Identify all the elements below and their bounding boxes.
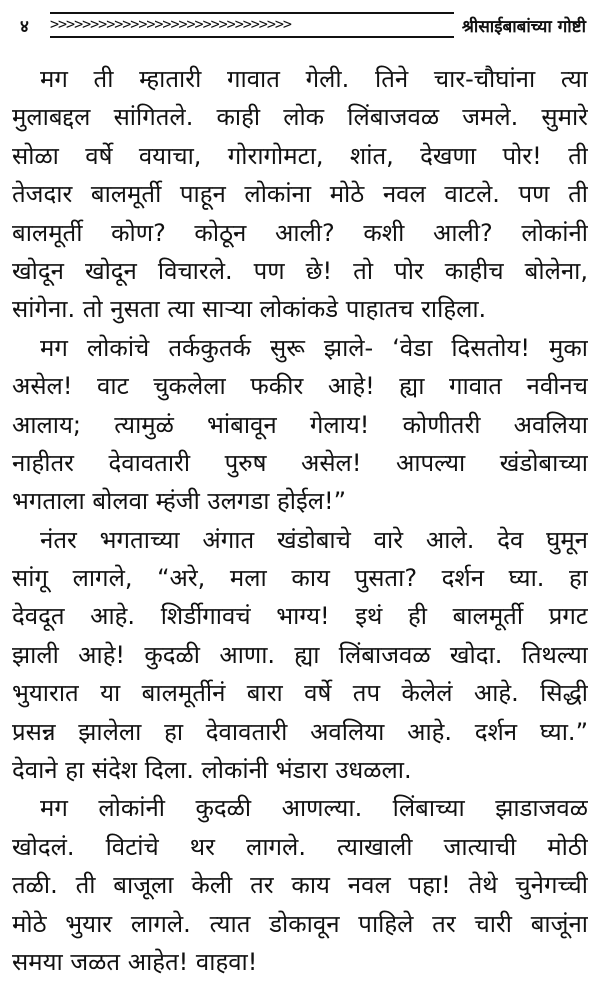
text-line: सोळा वर्षे वयाचा, गोरागोमटा, शांत, देखणा पोर! ती: [12, 141, 588, 170]
text-line: प्रसन्न झालेला हा देवावतारी अवलिया आहे. दर्शन घ्या.”: [12, 717, 588, 746]
header-ornament: >>>>>>>>>>>>>>>>>>>>>>>>>>>>>>: [50, 12, 454, 38]
text-line: नंतर भगताच्या अंगात खंडोबाचे वारे आले. देव घुमून: [40, 525, 588, 554]
text-line: मग लोकांनी कुदळी आणल्या. लिंबाच्या झाडाजवळ: [40, 794, 588, 823]
text-line: खोदलं. विटांचे थर लागले. त्याखाली जात्याची मोठी: [12, 832, 588, 861]
text-line: तळी. ती बाजूला केली तर काय नवल पहा! तेथे चुनेगच्ची: [12, 871, 588, 900]
body-text: [12, 60, 588, 981]
running-title: श्रीसाईबाबांच्या गोष्टी: [461, 16, 586, 37]
text-line: भगताला बोलवा म्हंजी उलगडा होईल!”: [12, 487, 347, 516]
text-line: समया जळत आहेत! वाहवा!: [12, 947, 258, 976]
text-line: मग लोकांचे तर्ककुतर्क सुरू झाले- ‘वेडा दिसतोय! मुका: [40, 333, 588, 362]
text-line: बालमूर्ती कोण? कोठून आली? कशी आली? लोकांनी: [12, 218, 588, 247]
text-line: भुयारात या बालमूर्तीनं बारा वर्षे तप केलेलं आहे. सिद्धी: [12, 679, 588, 708]
text-line: देवदूत आहे. शिर्डीगावचं भाग्य! इथं ही बालमूर्ती प्रगट: [12, 602, 588, 631]
text-line: तेजदार बालमूर्ती पाहून लोकांना मोठे नवल वाटले. पण ती: [12, 180, 588, 209]
text-line: असेल! वाट चुकलेला फकीर आहे! ह्या गावात नवीनच: [12, 372, 588, 401]
text-line: मुलाबद्दल सांगितले. काही लोक लिंबाजवळ जमले. सुमारे: [12, 103, 588, 132]
text-line: खोदून खोदून विचारले. पण छे! तो पोर काहीच बोलेना,: [12, 256, 588, 285]
text-line: सांगेना. तो नुसता त्या साऱ्या लोकांकडे पाहातच राहिला.: [12, 295, 487, 324]
text-line: आलाय; त्यामुळं भांबावून गेलाय! कोणीतरी अवलिया: [12, 410, 588, 439]
page-number: ४: [20, 16, 29, 37]
text-line: नाहीतर देवावतारी पुरुष असेल! आपल्या खंडोबाच्या: [12, 448, 588, 477]
text-line: सांगू लागले, “अरे, मला काय पुसता? दर्शन घ्या. हा: [12, 564, 588, 593]
text-line: मग ती म्हातारी गावात गेली. तिने चार-चौघांना त्या: [40, 65, 588, 93]
text-line: झाली आहे! कुदळी आणा. ह्या लिंबाजवळ खोदा. तिथल्या: [12, 640, 588, 669]
text-line: मोठे भुयार लागले. त्यात डोकावून पाहिले तर चारी बाजूंना: [12, 909, 588, 938]
page-header: [20, 10, 586, 40]
text-line: देवाने हा संदेश दिला. लोकांनी भंडारा उधळला.: [12, 756, 412, 785]
